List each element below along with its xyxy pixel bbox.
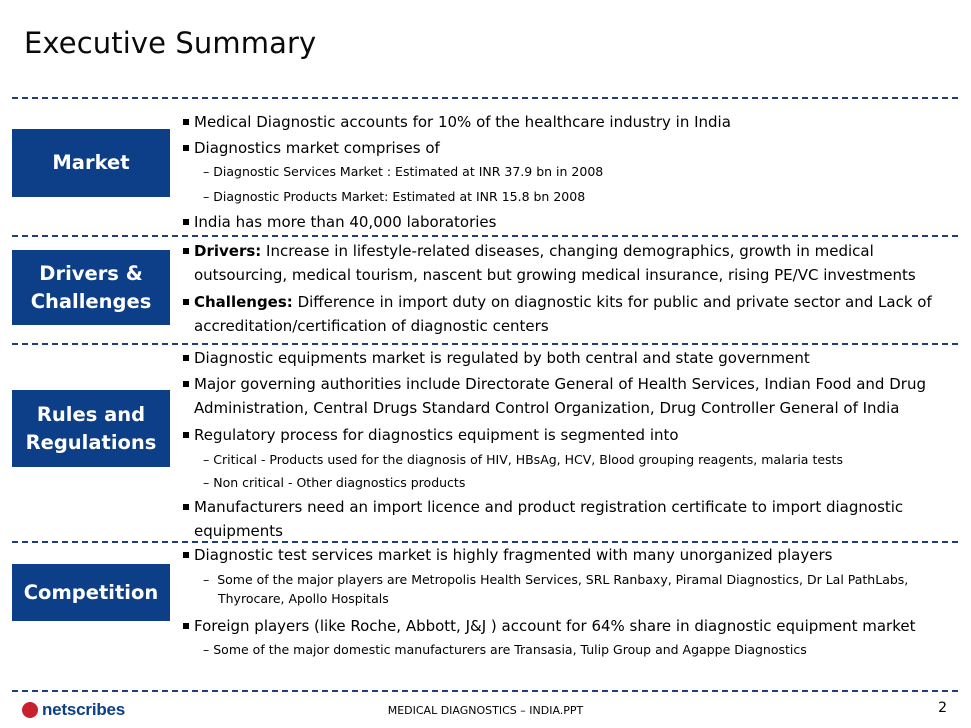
divider [12, 235, 958, 237]
list-item: – Critical - Products used for the diagnosis of HIV, HBsAg, HCV, Blood grouping reagents, malaria tests [203, 452, 843, 467]
list-item-continuation: Thyrocare, Apollo Hospitals [218, 591, 389, 606]
bullet-icon [183, 355, 189, 361]
list-item: Major governing authorities include Directorate General of Health Services, Indian Food and Drug [183, 375, 926, 393]
logo-text: netscribes [42, 700, 126, 719]
dash-bullet-icon: – [203, 572, 210, 587]
rules-label-line2: Regulations [25, 430, 157, 454]
list-item: Manufacturers need an import licence and product registration certificate to import diagnostic [183, 498, 903, 516]
dash-bullet-icon: – [203, 164, 210, 179]
bullet-icon [183, 299, 189, 305]
list-item: – Non critical - Other diagnostics products [203, 475, 466, 490]
list-item-continuation: accreditation/certification of diagnostic centers [194, 317, 549, 335]
divider [12, 343, 958, 345]
dash-bullet-icon: – [203, 452, 210, 467]
drivers-label-line1: Drivers & [39, 261, 143, 285]
footer-title: MEDICAL DIAGNOSTICS – INDIA.PPT [387, 704, 584, 717]
footer-divider [12, 690, 958, 692]
list-item: – Diagnostic Services Market : Estimated at INR 37.9 bn in 2008 [203, 164, 604, 179]
list-item: Regulatory process for diagnostics equipment is segmented into [183, 426, 679, 444]
market-label: Market [52, 151, 130, 174]
divider [12, 541, 958, 543]
divider [12, 97, 958, 99]
page-number: 2 [938, 700, 947, 716]
bullet-icon [183, 248, 189, 254]
competition-label: Competition [23, 580, 159, 604]
list-item: – Diagnostic Products Market: Estimated at INR 15.8 bn 2008 [203, 189, 586, 204]
rules-label-line1: Rules and [36, 402, 146, 426]
rules-label-box [12, 390, 170, 467]
dash-bullet-icon: – [203, 189, 210, 204]
bullet-icon [183, 552, 189, 558]
market-label-box [12, 129, 170, 197]
list-item: – Some of the major players are Metropolis Health Services, SRL Ranbaxy, Piramal Diagnostics, Dr Lal PathLabs, [203, 572, 909, 587]
dash-bullet-icon: – [203, 475, 210, 490]
list-item: Drivers: Increase in lifestyle-related diseases, changing demographics, growth in medical [183, 242, 874, 260]
list-item: – Some of the major domestic manufacturers are Transasia, Tulip Group and Agappe Diagnostics [203, 642, 807, 657]
list-item: Foreign players (like Roche, Abbott, J&J ) account for 64% share in diagnostic equipment market [183, 617, 916, 635]
list-item: Diagnostic test services market is highly fragmented with many unorganized players [183, 546, 832, 564]
bullet-icon [183, 381, 189, 387]
drivers-label-box [12, 250, 170, 325]
list-item: Diagnostic equipments market is regulated by both central and state government [183, 349, 810, 367]
page-title: Executive Summary [24, 26, 317, 60]
bullet-icon [183, 504, 189, 510]
list-item: Diagnostics market comprises of [183, 139, 440, 157]
list-item: Challenges: Difference in import duty on diagnostic kits for public and private sector and Lack of [183, 293, 932, 311]
drivers-label-line2: Challenges [30, 289, 152, 313]
bullet-icon [183, 119, 189, 125]
list-item-continuation: Administration, Central Drugs Standard Control Organization, Drug Controller General of India [194, 399, 900, 417]
dash-bullet-icon: – [203, 642, 210, 657]
list-item: India has more than 40,000 laboratories [183, 213, 496, 231]
competition-label-box [12, 564, 170, 621]
bullet-icon [183, 623, 189, 629]
list-item-continuation: equipments [194, 522, 283, 540]
bullet-icon [183, 432, 189, 438]
list-item: Medical Diagnostic accounts for 10% of the healthcare industry in India [183, 113, 731, 131]
list-item-continuation: outsourcing, medical tourism, nascent but growing medical insurance, rising PE/VC investments [194, 266, 916, 284]
bullet-icon [183, 145, 189, 151]
bullet-icon [183, 219, 189, 225]
